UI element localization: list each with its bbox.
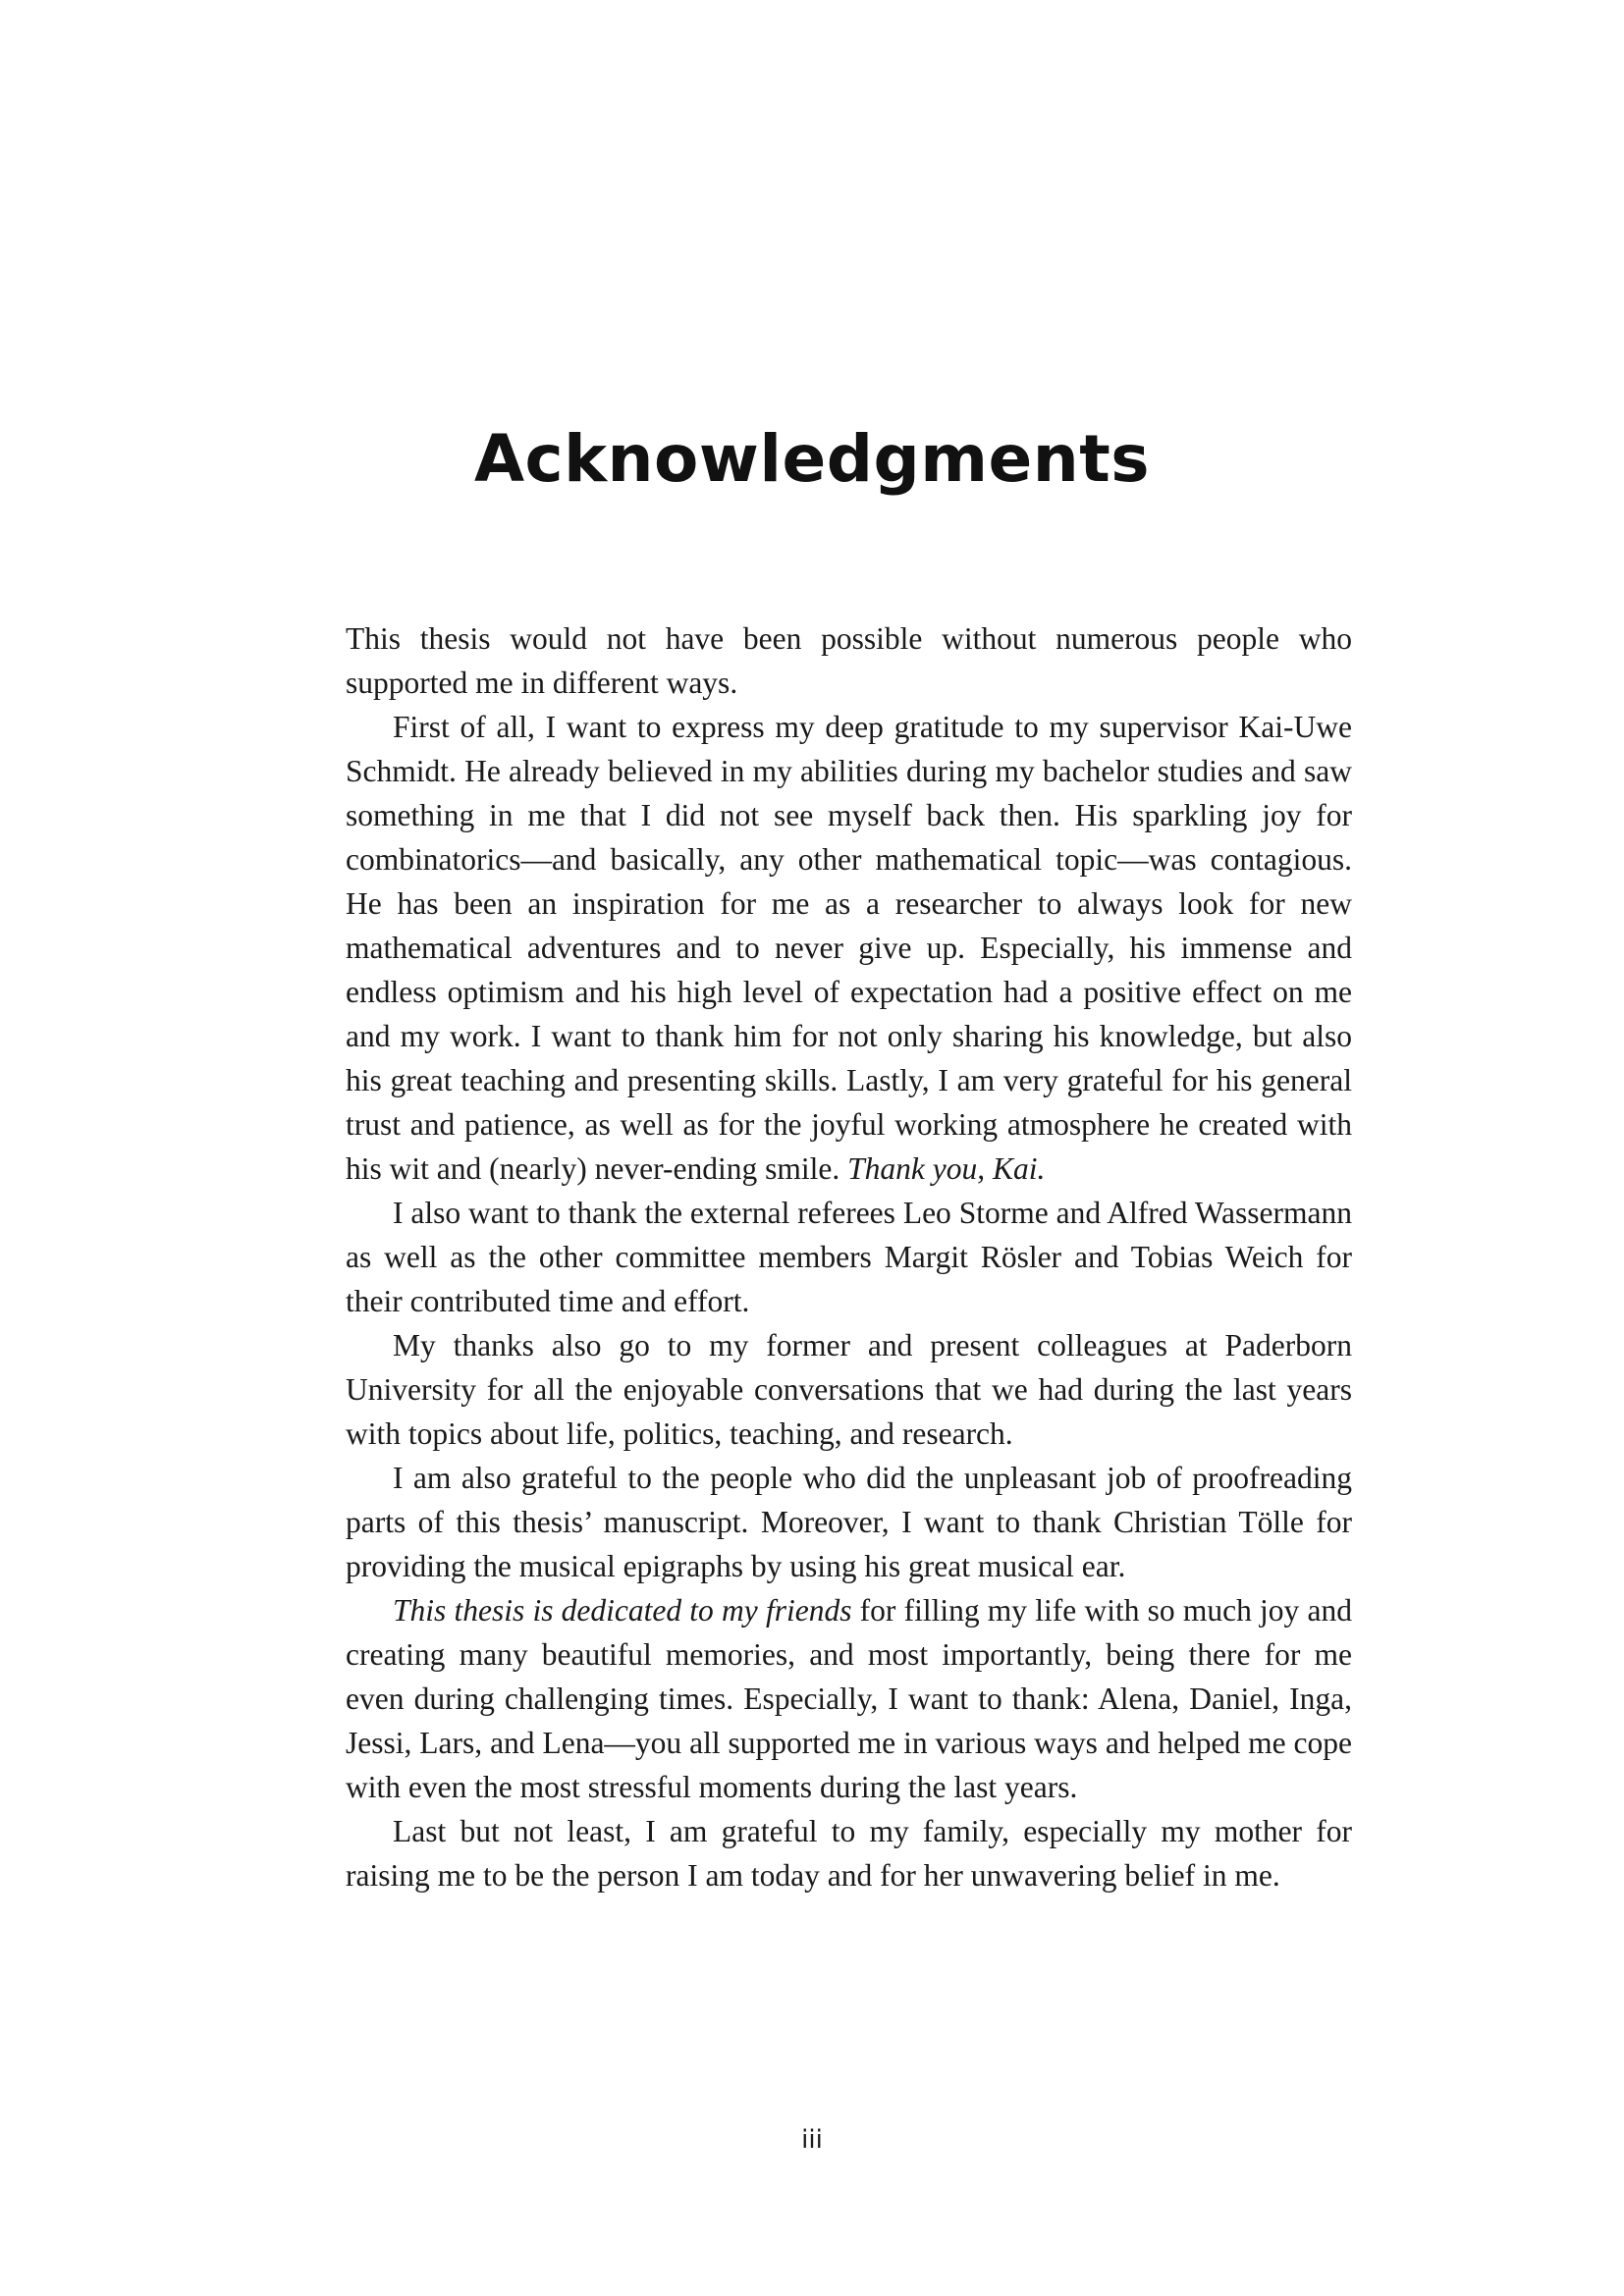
paragraph-friends-text: for filling my life with so much joy and creating many beautiful memories, and most importantly, being there for me even during challenging times. Especially, I want to thank: Alena, Daniel, Inga, Jessi, Lars, and Lena—you all supported me in various ways and helped me cope with even the most stressful moments during the last years. [346,1593,1352,1804]
page-number: iii [801,2125,823,2155]
paragraph-friends-dedication: This thesis is dedicated to my friends [393,1593,852,1628]
paragraph-proofreading [346,1456,1352,1588]
paragraph-intro-text: This thesis would not have been possible without numerous people who supported me in different ways. [346,621,1352,700]
paragraph-referees-text: I also want to thank the external referees Leo Storme and Alfred Wassermann as well as the other committee members Margit Rösler and Tobias Weich for their contributed time and effort. [346,1196,1352,1318]
paragraph-referees [346,1191,1352,1323]
paragraph-proofreading-text: I am also grateful to the people who did the unpleasant job of proofreading parts of this thesis’ manuscript. Moreover, I want to thank Christian Tölle for providing the musical epigraphs by using his great musical ear. [346,1461,1352,1583]
acknowledgments-body [346,616,1352,1897]
paragraph-supervisor [346,705,1352,1191]
paragraph-supervisor-text: First of all, I want to express my deep gratitude to my supervisor Kai-Uwe Schmidt. He already believed in my abilities during my bachelor studies and saw something in me that I did not see myself back then. His sparkling joy for combinatorics—and basically, any other mathematical topic—was contagious. He has been an inspiration for me as a researcher to always look for new mathematical adventures and to never give up. Especially, his immense and endless optimism and his high level of expectation had a positive effect on me and my work. I want to thank him for not only sharing his knowledge, but also his great teaching and presenting skills. Lastly, I am very grateful for his general trust and patience, as well as for the joyful working atmosphere he created with his wit and (nearly) never-ending smile. [346,710,1352,1186]
paragraph-intro [346,616,1352,705]
paragraph-family-text: Last but not least, I am grateful to my family, especially my mother for raising me to be the person I am today and for her unwavering belief in me. [346,1814,1352,1893]
paragraph-supervisor-thanks: Thank you, Kai. [847,1151,1046,1186]
paragraph-colleagues-text: My thanks also go to my former and present colleagues at Paderborn University for all the enjoyable conversations that we had during the last years with topics about life, politics, teaching, and research. [346,1328,1352,1451]
paragraph-family [346,1809,1352,1897]
page-title: Acknowledgments [473,421,1151,497]
paragraph-friends [346,1588,1352,1809]
paragraph-colleagues [346,1323,1352,1456]
